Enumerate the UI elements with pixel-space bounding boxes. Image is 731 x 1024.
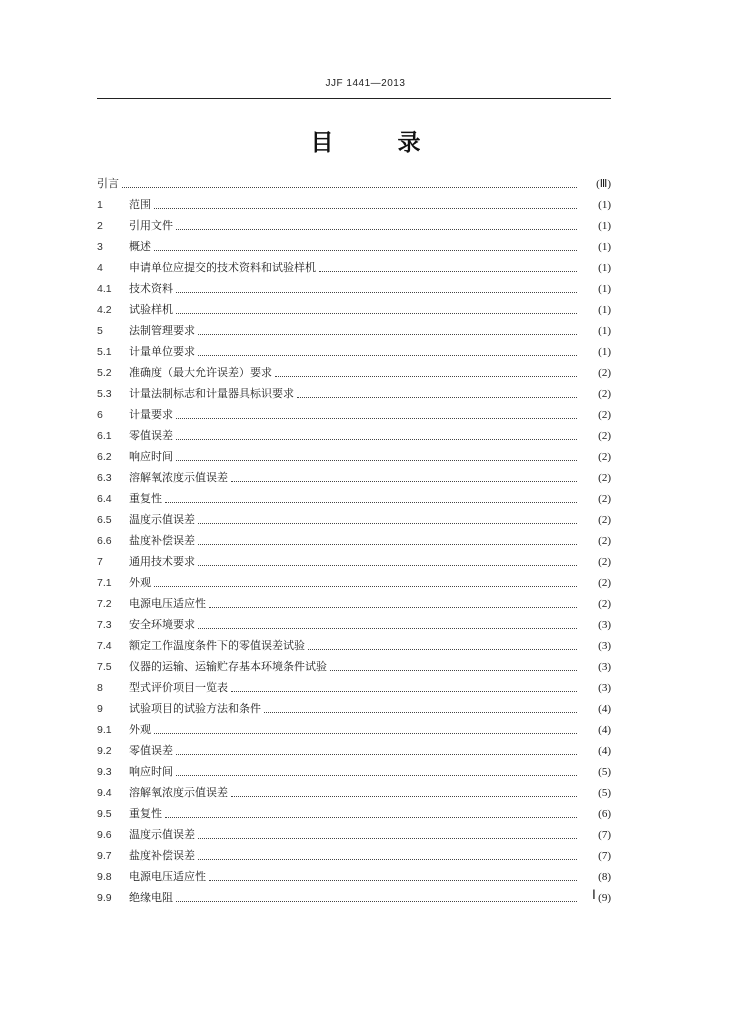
toc-entry-label: 仪器的运输、运输贮存基本环境条件试验 [129,660,327,673]
toc-entry-page: (1) [598,220,611,232]
toc-dot-leader [165,502,577,503]
toc-entry-label: 型式评价项目一览表 [129,681,228,694]
toc-entry-page: (7) [598,850,611,862]
toc-dot-leader [154,208,577,209]
toc-entry [97,737,611,758]
toc-entry-label: 安全环境要求 [129,618,195,631]
toc-dot-leader [176,439,577,440]
toc-entry-number: 9.5 [97,808,112,820]
toc-entry-label: 温度示值误差 [129,828,195,841]
toc-entry-label: 外观 [129,576,151,589]
toc-entry [97,863,611,884]
toc-dot-leader [176,292,577,293]
toc-entry-label: 概述 [129,240,151,253]
document-code-header: JJF 1441—2013 [325,78,406,89]
toc-entry-number: 6.6 [97,535,112,547]
toc-entry [97,716,611,737]
toc-entry-number: 5.3 [97,388,112,400]
toc-dot-leader [154,733,577,734]
toc-entry-page: (2) [598,514,611,526]
toc-dot-leader [231,481,577,482]
toc-entry-label: 电源电压适应性 [129,870,206,883]
toc-entry [97,590,611,611]
toc-entry-number: 9.9 [97,892,112,904]
toc-dot-leader [176,460,577,461]
toc-entry [97,842,611,863]
toc-entry [97,338,611,359]
toc-entry-label: 盐度补偿误差 [129,849,195,862]
toc-dot-leader [209,880,577,881]
toc-entry [97,464,611,485]
toc-entry [97,380,611,401]
toc-entry-number: 5.2 [97,367,112,379]
toc-entry-page: (2) [598,451,611,463]
toc-entry [97,821,611,842]
toc-entry-number: 9.6 [97,829,112,841]
page-title: 目 录 [310,130,449,156]
toc-entry-page: (9) [598,892,611,904]
toc-entry-page: (1) [598,325,611,337]
toc-entry-page: (3) [598,640,611,652]
toc-entry [97,548,611,569]
toc-entry [97,884,611,905]
toc-dot-leader [198,838,577,839]
toc-entry-label: 准确度（最大允许误差）要求 [129,366,272,379]
toc-entry-page: (1) [598,346,611,358]
toc-entry-number: 7.4 [97,640,112,652]
toc-entry-page: (5) [598,787,611,799]
toc-entry-number: 6.5 [97,514,112,526]
toc-entry [97,569,611,590]
toc-entry-label: 响应时间 [129,450,173,463]
table-of-contents [97,170,611,905]
toc-entry-number: 5.1 [97,346,112,358]
toc-entry [97,506,611,527]
toc-entry [97,359,611,380]
toc-entry-label: 零值误差 [129,429,173,442]
toc-entry-page: (5) [598,766,611,778]
toc-entry-page: (3) [598,619,611,631]
toc-entry-number: 9.3 [97,766,112,778]
toc-entry-label: 法制管理要求 [129,324,195,337]
toc-entry-page: (2) [598,367,611,379]
toc-dot-leader [122,187,577,188]
toc-entry-number: 4.1 [97,283,112,295]
toc-entry-label: 额定工作温度条件下的零值误差试验 [129,639,305,652]
toc-entry-number: 9.1 [97,724,112,736]
toc-entry [97,758,611,779]
toc-entry-page: (2) [598,556,611,568]
toc-entry [97,611,611,632]
toc-entry [97,422,611,443]
toc-entry-label: 计量法制标志和计量器具标识要求 [129,387,294,400]
toc-entry [97,233,611,254]
toc-entry-page: (3) [598,661,611,673]
toc-entry-page: (2) [598,388,611,400]
toc-entry-label: 试验项目的试验方法和条件 [129,702,261,715]
toc-entry-label: 溶解氧浓度示值误差 [129,471,228,484]
toc-dot-leader [330,670,577,671]
toc-entry [97,800,611,821]
toc-dot-leader [209,607,577,608]
toc-dot-leader [154,586,577,587]
toc-dot-leader [319,271,577,272]
toc-entry-label: 试验样机 [129,303,173,316]
toc-dot-leader [176,418,577,419]
toc-entry-page: (2) [598,598,611,610]
toc-entry [97,779,611,800]
toc-entry-label: 通用技术要求 [129,555,195,568]
toc-entry-page: (1) [598,304,611,316]
toc-entry [97,275,611,296]
toc-entry-number: 2 [97,220,103,232]
toc-entry-page: (7) [598,829,611,841]
toc-entry-number: 5 [97,325,103,337]
toc-dot-leader [198,544,577,545]
toc-entry-number: 6.1 [97,430,112,442]
toc-entry [97,443,611,464]
toc-dot-leader [264,712,577,713]
toc-entry-number: 9.7 [97,850,112,862]
toc-entry-number: 6 [97,409,103,421]
toc-dot-leader [165,817,577,818]
toc-entry-number: 9.2 [97,745,112,757]
toc-entry-number: 6.4 [97,493,112,505]
toc-entry [97,317,611,338]
toc-entry-number: 3 [97,241,103,253]
toc-entry-label: 盐度补偿误差 [129,534,195,547]
toc-dot-leader [198,334,577,335]
toc-dot-leader [176,754,577,755]
toc-entry-number: 4.2 [97,304,112,316]
toc-entry-number: 9.4 [97,787,112,799]
toc-entry-number: 8 [97,682,103,694]
toc-entry-label: 引言 [97,177,119,190]
toc-entry-page: (1) [598,262,611,274]
toc-entry [97,527,611,548]
toc-entry-label: 电源电压适应性 [129,597,206,610]
toc-entry-number: 4 [97,262,103,274]
toc-entry-page: (6) [598,808,611,820]
toc-entry-number: 1 [97,199,103,211]
toc-dot-leader [176,229,577,230]
toc-entry-page: (2) [598,409,611,421]
toc-entry-page: (1) [598,241,611,253]
toc-entry-label: 响应时间 [129,765,173,778]
toc-dot-leader [231,691,577,692]
toc-entry-label: 绝缘电阻 [129,891,173,904]
toc-entry-label: 范围 [129,198,151,211]
toc-entry-page: (2) [598,535,611,547]
toc-entry-number: 7 [97,556,103,568]
toc-dot-leader [176,775,577,776]
toc-entry [97,632,611,653]
toc-entry [97,653,611,674]
toc-dot-leader [154,250,577,251]
toc-entry [97,191,611,212]
toc-entry-page: (Ⅲ) [596,178,611,190]
toc-entry-label: 重复性 [129,807,162,820]
toc-dot-leader [198,859,577,860]
toc-entry-label: 外观 [129,723,151,736]
toc-entry [97,485,611,506]
toc-dot-leader [231,796,577,797]
toc-entry-page: (2) [598,430,611,442]
toc-entry-page: (2) [598,493,611,505]
toc-dot-leader [198,628,577,629]
toc-entry-page: (8) [598,871,611,883]
toc-entry-number: 7.2 [97,598,112,610]
toc-dot-leader [176,901,577,902]
toc-entry-label: 技术资料 [129,282,173,295]
toc-entry-page: (4) [598,724,611,736]
toc-entry-label: 重复性 [129,492,162,505]
toc-entry-page: (1) [598,199,611,211]
toc-entry-number: 7.5 [97,661,112,673]
toc-entry-number: 6.3 [97,472,112,484]
toc-dot-leader [308,649,577,650]
toc-dot-leader [297,397,577,398]
toc-entry-label: 零值误差 [129,744,173,757]
toc-entry-label: 计量要求 [129,408,173,421]
toc-entry [97,254,611,275]
toc-entry-number: 7.3 [97,619,112,631]
toc-entry-label: 引用文件 [129,219,173,232]
toc-entry-label: 计量单位要求 [129,345,195,358]
toc-entry [97,170,611,191]
toc-entry-page: (2) [598,577,611,589]
toc-entry-number: 9 [97,703,103,715]
toc-dot-leader [176,313,577,314]
toc-entry-page: (2) [598,472,611,484]
toc-entry-number: 9.8 [97,871,112,883]
toc-entry [97,401,611,422]
toc-entry-page: (4) [598,745,611,757]
toc-entry-label: 溶解氧浓度示值误差 [129,786,228,799]
toc-entry [97,674,611,695]
toc-entry [97,296,611,317]
toc-dot-leader [198,565,577,566]
toc-entry-number: 6.2 [97,451,112,463]
toc-entry-page: (3) [598,682,611,694]
toc-entry-number: 7.1 [97,577,112,589]
toc-entry [97,212,611,233]
toc-entry-label: 温度示值误差 [129,513,195,526]
toc-dot-leader [198,523,577,524]
header-rule [97,98,611,99]
toc-entry [97,695,611,716]
toc-dot-leader [275,376,577,377]
toc-entry-page: (4) [598,703,611,715]
page-number: Ⅰ [592,887,596,902]
toc-dot-leader [198,355,577,356]
toc-entry-label: 申请单位应提交的技术资料和试验样机 [129,261,316,274]
toc-entry-page: (1) [598,283,611,295]
